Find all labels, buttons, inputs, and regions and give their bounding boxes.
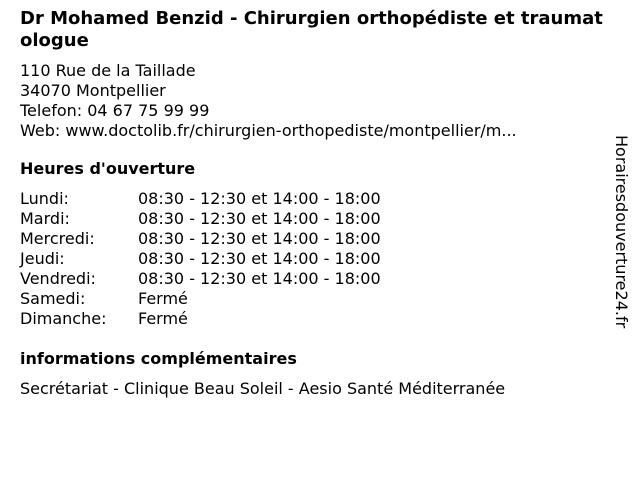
address-block (20, 61, 612, 141)
additional-info-text: Secrétariat - Clinique Beau Soleil - Aesio Santé Méditerranée (20, 379, 506, 398)
hours-row-saturday (20, 289, 612, 309)
opening-hours-table (20, 189, 612, 329)
hours-row-tuesday (20, 209, 612, 229)
day-hours: 08:30 - 12:30 et 14:00 - 18:00 (138, 249, 381, 268)
hours-row-monday (20, 189, 612, 209)
day-label: Lundi: (20, 189, 69, 208)
day-label: Vendredi: (20, 269, 96, 288)
day-label: Jeudi: (20, 249, 65, 268)
hours-row-sunday (20, 309, 612, 329)
opening-hours-heading: Heures d'ouverture (20, 159, 196, 178)
day-label: Dimanche: (20, 309, 107, 328)
day-hours: Fermé (138, 289, 188, 308)
website-link: Web: www.doctolib.fr/chirurgien-orthopediste/montpellier/m... (20, 121, 517, 140)
day-hours: 08:30 - 12:30 et 14:00 - 18:00 (138, 189, 381, 208)
day-hours: 08:30 - 12:30 et 14:00 - 18:00 (138, 229, 381, 248)
day-hours: Fermé (138, 309, 188, 328)
site-watermark: Horairesdouverture24.fr (612, 135, 631, 329)
additional-info-heading: informations complémentaires (20, 349, 297, 368)
hours-row-friday (20, 269, 612, 289)
phone-number: Telefon: 04 67 75 99 99 (20, 101, 210, 120)
street-address: 110 Rue de la Taillade (20, 61, 196, 80)
city-postcode: 34070 Montpellier (20, 81, 166, 100)
listing-card (20, 8, 612, 399)
hours-row-wednesday (20, 229, 612, 249)
day-hours: 08:30 - 12:30 et 14:00 - 18:00 (138, 209, 381, 228)
hours-row-thursday (20, 249, 612, 269)
day-hours: 08:30 - 12:30 et 14:00 - 18:00 (138, 269, 381, 288)
day-label: Mercredi: (20, 229, 95, 248)
day-label: Mardi: (20, 209, 70, 228)
page-title: Dr Mohamed Benzid - Chirurgien orthopédiste et traumatologue (20, 8, 603, 51)
day-label: Samedi: (20, 289, 86, 308)
